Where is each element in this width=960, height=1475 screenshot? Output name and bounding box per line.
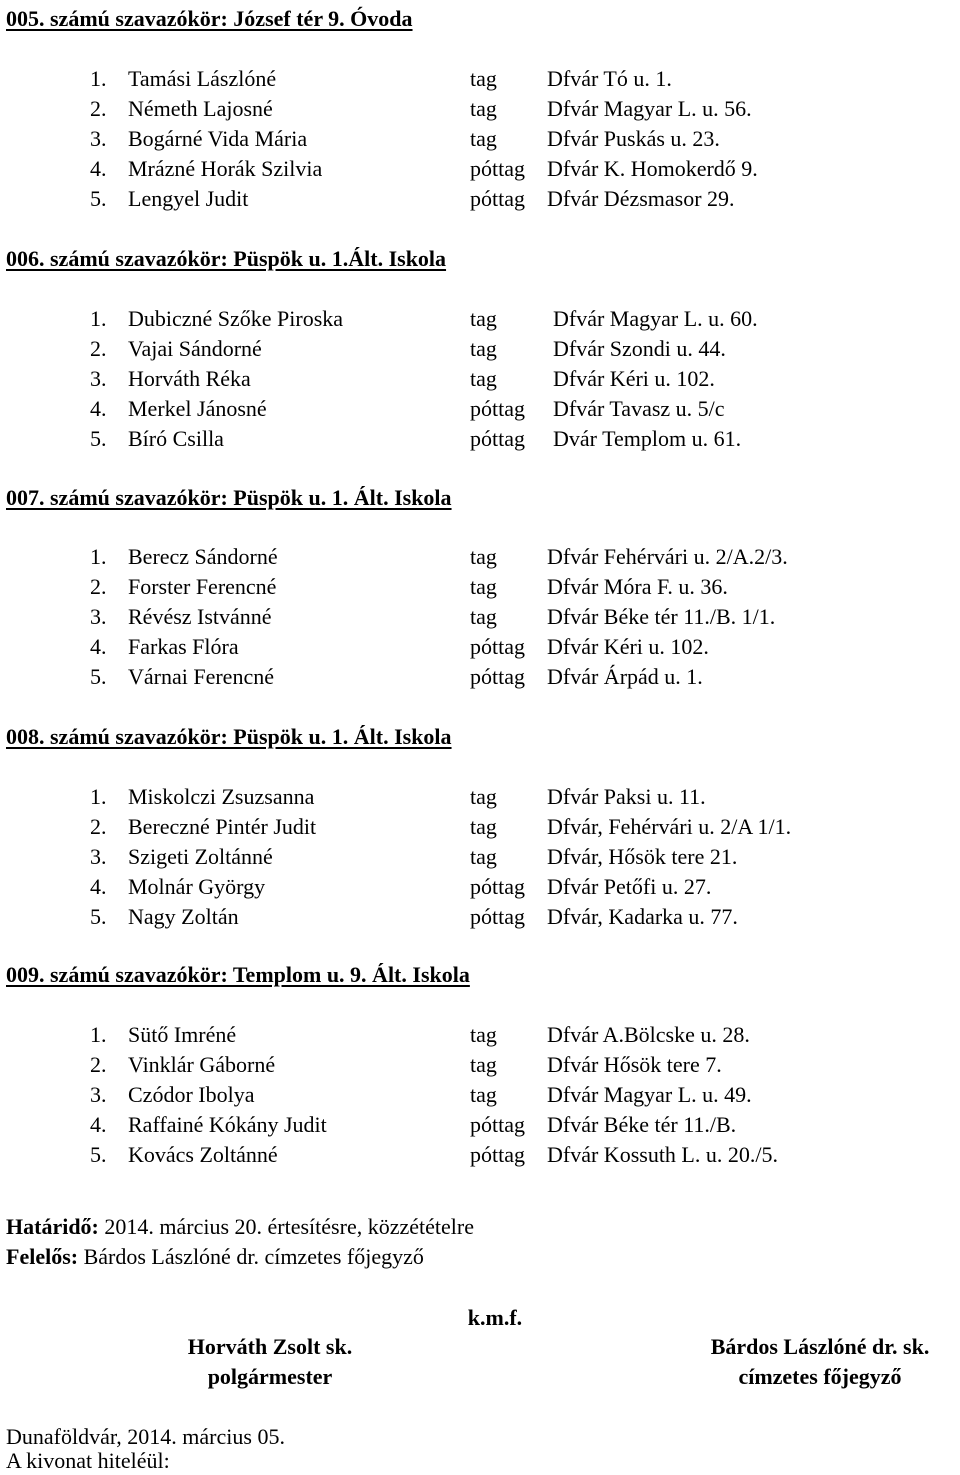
member-address: Dfvár Béke tér 11./B. 1/1. <box>547 604 776 629</box>
member-row <box>0 574 960 602</box>
member-role: tag <box>470 306 497 331</box>
member-name: Bereczné Pintér Judit <box>128 814 317 839</box>
member-row <box>0 1022 960 1050</box>
member-role: póttag <box>470 156 525 181</box>
member-name: Mrázné Horák Szilvia <box>128 156 323 181</box>
member-row <box>0 1142 960 1170</box>
member-name: Lengyel Judit <box>128 186 249 211</box>
member-role: tag <box>470 1022 497 1047</box>
member-row <box>0 604 960 632</box>
deadline-text: 2014. március 20. értesítésre, közzétételre <box>98 1214 474 1239</box>
member-row <box>0 336 960 364</box>
member-address: Dfvár K. Homokerdő 9. <box>547 156 758 181</box>
member-number: 2. <box>90 96 107 121</box>
member-address: Dfvár Kéri u. 102. <box>547 634 709 659</box>
member-row <box>0 544 960 572</box>
member-role: tag <box>470 1082 497 1107</box>
member-name: Raffainé Kókány Judit <box>128 1112 327 1137</box>
member-number: 3. <box>90 844 107 869</box>
member-role: tag <box>470 336 497 361</box>
member-name: Nagy Zoltán <box>128 904 239 929</box>
member-name: Révész Istvánné <box>128 604 272 629</box>
responsible-text: Bárdos Lászlóné dr. címzetes főjegyző <box>78 1244 424 1269</box>
member-number: 5. <box>90 1142 107 1167</box>
member-name: Dubiczné Szőke Piroska <box>128 306 344 331</box>
section-heading-007: 007. számú szavazókör: Püspök u. 1. Ált. Iskola <box>6 485 452 510</box>
member-role: tag <box>470 126 497 151</box>
member-row <box>0 186 960 214</box>
member-address: Dfvár Hősök tere 7. <box>547 1052 722 1077</box>
member-row <box>0 126 960 154</box>
member-number: 4. <box>90 396 107 421</box>
section-heading-009: 009. számú szavazókör: Templom u. 9. Ált. Iskola <box>6 962 470 987</box>
notary-signature-title: címzetes főjegyző <box>738 1364 902 1389</box>
member-role: tag <box>470 366 497 391</box>
member-role: tag <box>470 544 497 569</box>
member-name: Merkel Jánosné <box>128 396 267 421</box>
member-role: tag <box>470 1052 497 1077</box>
member-name: Tamási Lászlóné <box>128 66 277 91</box>
member-name: Horváth Réka <box>128 366 251 391</box>
member-number: 1. <box>90 306 107 331</box>
member-address: Dfvár Tó u. 1. <box>547 66 672 91</box>
member-row <box>0 874 960 902</box>
member-row <box>0 396 960 424</box>
kmf-label: k.m.f. <box>467 1305 523 1330</box>
member-name: Sütő Imréné <box>128 1022 237 1047</box>
member-name: Bíró Csilla <box>128 426 224 451</box>
member-row <box>0 1052 960 1080</box>
member-row <box>0 844 960 872</box>
member-number: 5. <box>90 186 107 211</box>
member-number: 4. <box>90 634 107 659</box>
member-row <box>0 306 960 334</box>
member-role: póttag <box>470 396 525 421</box>
member-number: 2. <box>90 814 107 839</box>
member-number: 4. <box>90 1112 107 1137</box>
member-name: Berecz Sándorné <box>128 544 278 569</box>
member-address: Dfvár Paksi u. 11. <box>547 784 706 809</box>
member-role: tag <box>470 66 497 91</box>
member-role: póttag <box>470 1142 525 1167</box>
member-name: Várnai Ferencné <box>128 664 274 689</box>
member-role: tag <box>470 814 497 839</box>
member-role: tag <box>470 96 497 121</box>
member-role: tag <box>470 574 497 599</box>
member-role: póttag <box>470 874 525 899</box>
member-address: Dfvár Szondi u. 44. <box>553 336 726 361</box>
member-number: 5. <box>90 904 107 929</box>
member-role: tag <box>470 844 497 869</box>
member-role: póttag <box>470 634 525 659</box>
member-role: póttag <box>470 664 525 689</box>
member-row <box>0 664 960 692</box>
member-role: póttag <box>470 426 525 451</box>
member-number: 3. <box>90 604 107 629</box>
member-row <box>0 784 960 812</box>
member-number: 5. <box>90 664 107 689</box>
member-address: Dfvár Béke tér 11./B. <box>547 1112 737 1137</box>
member-name: Czódor Ibolya <box>128 1082 255 1107</box>
member-row <box>0 904 960 932</box>
member-name: Bogárné Vida Mária <box>128 126 308 151</box>
member-number: 1. <box>90 784 107 809</box>
deadline-line <box>6 1214 474 1240</box>
section-heading-005: 005. számú szavazókör: József tér 9. Óvoda <box>6 6 413 31</box>
notary-signature-name: Bárdos Lászlóné dr. sk. <box>710 1334 930 1359</box>
member-row <box>0 1112 960 1140</box>
responsible-label: Felelős: <box>6 1244 79 1269</box>
member-address: Dfvár, Fehérvári u. 2/A 1/1. <box>547 814 792 839</box>
member-role: póttag <box>470 1112 525 1137</box>
member-name: Farkas Flóra <box>128 634 239 659</box>
member-address: Dfvár Árpád u. 1. <box>547 664 703 689</box>
member-name: Molnár György <box>128 874 266 899</box>
member-name: Kovács Zoltánné <box>128 1142 278 1167</box>
member-number: 2. <box>90 336 107 361</box>
responsible-line <box>6 1244 424 1270</box>
member-number: 3. <box>90 366 107 391</box>
member-address: Dfvár Puskás u. 23. <box>547 126 720 151</box>
member-row <box>0 156 960 184</box>
section-heading-006: 006. számú szavazókör: Püspök u. 1.Ált. Iskola <box>6 246 447 271</box>
member-role: tag <box>470 784 497 809</box>
mayor-signature-name: Horváth Zsolt sk. <box>187 1334 353 1359</box>
member-name: Vajai Sándorné <box>128 336 262 361</box>
member-name: Miskolczi Zsuzsanna <box>128 784 315 809</box>
place-date: Dunaföldvár, 2014. március 05. <box>6 1424 285 1449</box>
member-address: Dfvár Fehérvári u. 2/A.2/3. <box>547 544 788 569</box>
member-role: tag <box>470 604 497 629</box>
member-number: 2. <box>90 1052 107 1077</box>
member-name: Szigeti Zoltánné <box>128 844 273 869</box>
member-address: Dfvár A.Bölcske u. 28. <box>547 1022 750 1047</box>
member-number: 1. <box>90 544 107 569</box>
member-address: Dvár Templom u. 61. <box>553 426 742 451</box>
extract-note: A kivonat hiteléül: <box>6 1448 170 1473</box>
member-number: 5. <box>90 426 107 451</box>
member-address: Dfvár Magyar L. u. 60. <box>553 306 758 331</box>
member-number: 1. <box>90 66 107 91</box>
member-address: Dfvár Magyar L. u. 49. <box>547 1082 752 1107</box>
member-name: Forster Ferencné <box>128 574 277 599</box>
member-number: 4. <box>90 156 107 181</box>
member-row <box>0 426 960 454</box>
member-address: Dfvár Magyar L. u. 56. <box>547 96 752 121</box>
section-heading-008: 008. számú szavazókör: Püspök u. 1. Ált. Iskola <box>6 724 452 749</box>
member-number: 4. <box>90 874 107 899</box>
member-number: 3. <box>90 1082 107 1107</box>
member-address: Dfvár Kéri u. 102. <box>553 366 715 391</box>
member-address: Dfvár Dézsmasor 29. <box>547 186 735 211</box>
member-row <box>0 96 960 124</box>
member-address: Dfvár, Hősök tere 21. <box>547 844 738 869</box>
mayor-signature-title: polgármester <box>207 1364 333 1389</box>
member-row <box>0 66 960 94</box>
member-name: Németh Lajosné <box>128 96 273 121</box>
deadline-label: Határidő: <box>6 1214 99 1239</box>
member-row <box>0 814 960 842</box>
member-name: Vinklár Gáborné <box>128 1052 276 1077</box>
member-address: Dfvár Móra F. u. 36. <box>547 574 728 599</box>
member-role: póttag <box>470 904 525 929</box>
member-address: Dfvár, Kadarka u. 77. <box>547 904 738 929</box>
member-number: 2. <box>90 574 107 599</box>
member-address: Dfvár Kossuth L. u. 20./5. <box>547 1142 778 1167</box>
member-address: Dfvár Petőfi u. 27. <box>547 874 712 899</box>
member-row <box>0 634 960 662</box>
member-row <box>0 366 960 394</box>
member-number: 3. <box>90 126 107 151</box>
member-address: Dfvár Tavasz u. 5/c <box>553 396 725 421</box>
member-role: póttag <box>470 186 525 211</box>
member-row <box>0 1082 960 1110</box>
member-number: 1. <box>90 1022 107 1047</box>
